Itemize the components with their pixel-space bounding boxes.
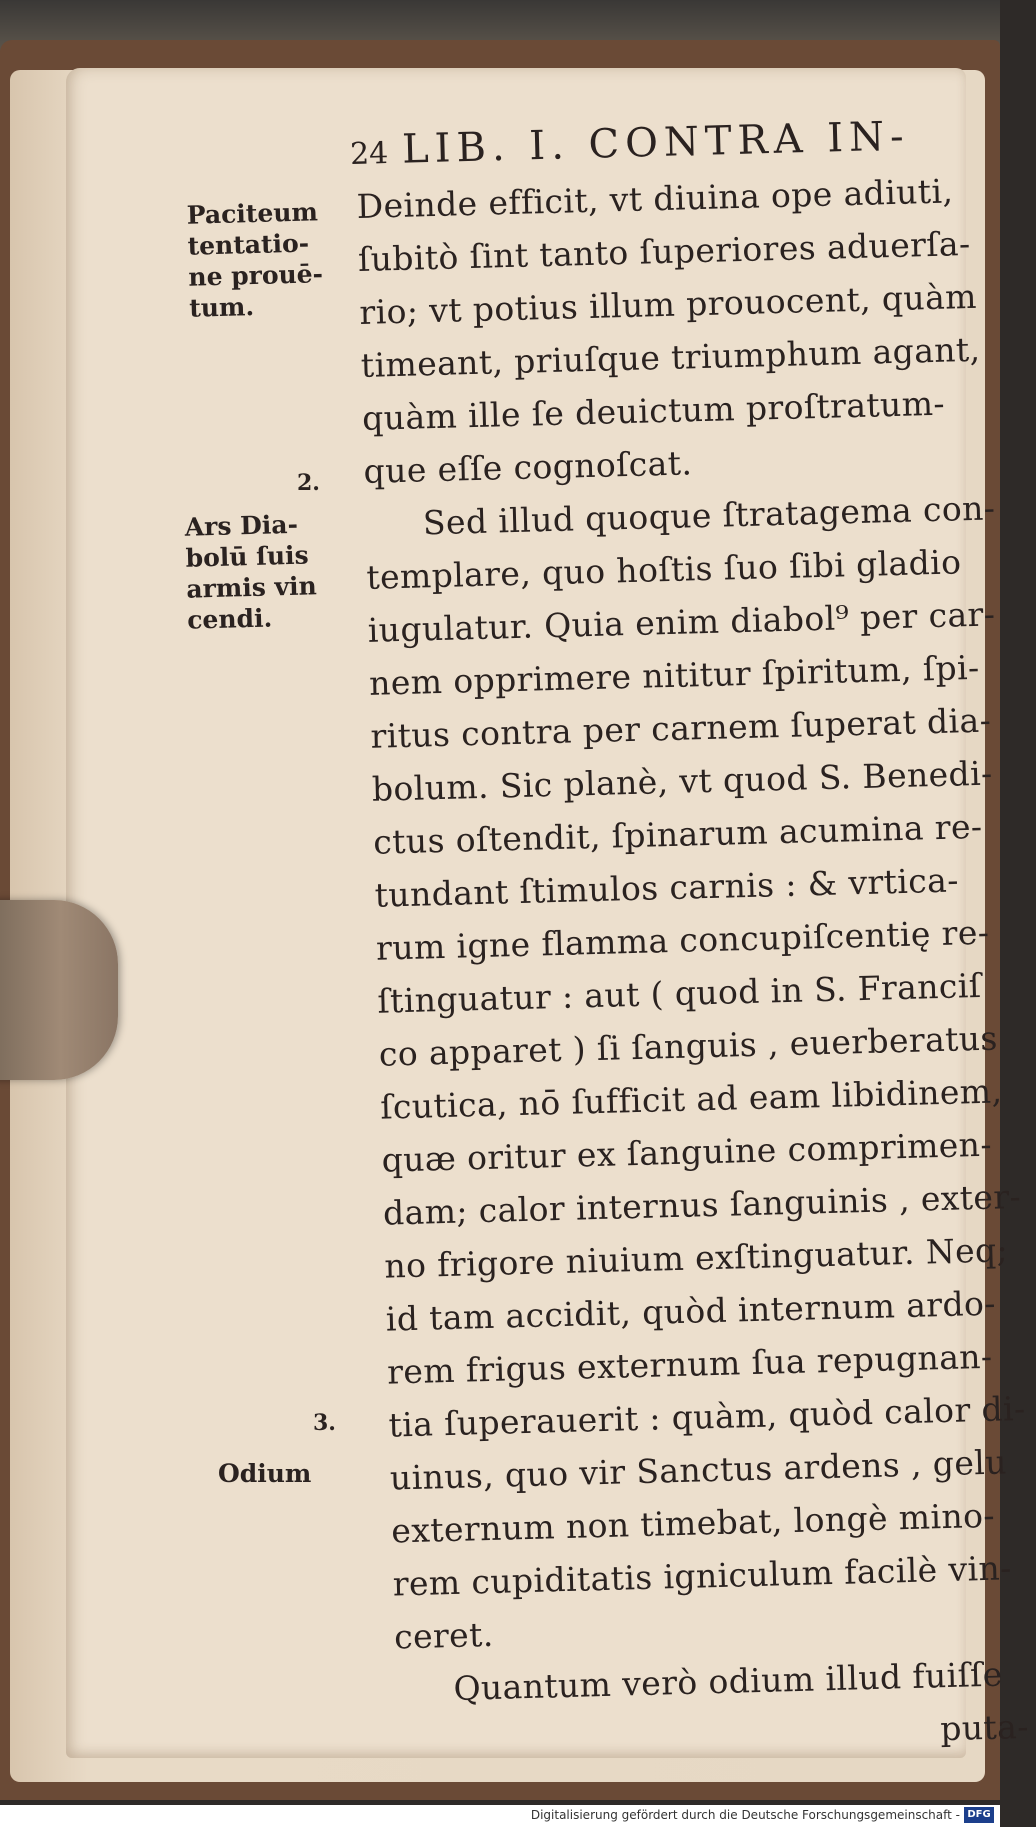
text-line: bolum. Sic planè, vt quod S. Benedi-: [371, 753, 994, 809]
text-line: ſcutica, nō ſufficit ad eam libidinem,: [379, 1071, 1003, 1127]
marginal-note-3: [218, 1458, 311, 1489]
main-text-block: [356, 163, 1029, 1769]
text-line: dam; calor internus ſanguinis , exter-: [382, 1176, 1022, 1233]
text-line: rem frigus externum ſua repugnan-: [386, 1336, 993, 1392]
text-line: quæ oritur ex ſanguine comprimen-: [381, 1124, 993, 1180]
text-line: id tam accidit, quòd internum ardo-: [385, 1283, 997, 1339]
text-line: Quantum verò odium illud fuiſſe: [453, 1654, 1004, 1708]
section-number-3: 3.: [313, 1410, 336, 1436]
text-line: templare, quo hoſtis ſuo ſibi gladio: [365, 542, 962, 597]
page-number: 24: [349, 136, 389, 172]
catchword: puta-: [939, 1706, 1030, 1749]
text-line: quàm ille ſe deuictum proſtratum-: [361, 383, 946, 438]
thumb-holding-page: [0, 900, 118, 1080]
digitization-credit: Digitalisierung gefördert durch die Deutsche Forschungsgemeinschaft -: [530, 1808, 960, 1822]
text-line: Sed illud quoque ſtratagema con-: [422, 488, 996, 543]
marginal-line: Odium: [218, 1459, 312, 1488]
marginal-line: tum.: [188, 292, 255, 323]
marginal-line: armis vin: [186, 571, 318, 604]
text-line: rum igne flamma concupiſcentię re-: [375, 912, 990, 968]
text-line: tia ſuperauerit : quàm, quòd calor di-: [388, 1388, 1026, 1445]
text-line: co apparet ) ſi ſanguis , euerberatus: [378, 1018, 999, 1074]
text-line: externum non timebat, longè mino-: [390, 1495, 996, 1551]
text-line: uinus, quo vir Sanctus ardens , gelu: [389, 1442, 1008, 1498]
marginal-note-1: [186, 196, 324, 323]
marginal-note-2: [184, 508, 318, 635]
marginal-line: cendi.: [186, 603, 273, 635]
text-line: Deinde efficit, vt diuina ope adiuti,: [356, 171, 954, 226]
text-line: ſubitò ſint tanto ſuperiores aduerſa-: [357, 223, 971, 279]
text-line: ceret.: [393, 1614, 495, 1657]
text-line: tundant ſtimulos carnis : & vrtica-: [374, 860, 960, 915]
text-line: rem cupiditatis igniculum facilè vin-: [392, 1548, 1013, 1604]
dfg-logo: DFG: [964, 1807, 994, 1823]
text-line: timeant, priuſque triumphum agant,: [360, 329, 981, 385]
marginal-line: tentatio-: [187, 228, 310, 261]
marginal-line: bolū ſuis: [185, 540, 310, 573]
text-line: ritus contra per carnem ſuperat dia-: [370, 700, 992, 756]
text-line: que eſſe cognoſcat.: [363, 443, 693, 491]
text-line: nem opprimere nititur ſpiritum, ſpi-: [368, 647, 980, 703]
text-line: ſtinguatur : aut ( quod in S. Franciſ: [376, 965, 982, 1021]
running-title: LIB. I. CONTRA IN-: [401, 113, 911, 173]
marginal-line: ne prouē-: [188, 259, 324, 292]
marginal-line: Paciteum: [186, 197, 319, 230]
section-number-2: 2.: [297, 470, 320, 496]
text-line: iugulatur. Quia enim diabol⁹ per car-: [367, 594, 996, 650]
text-line: rio; vt potius illum prouocent, quàm: [358, 276, 978, 332]
text-line: no frigore niuium exſtinguatur. Neq;: [383, 1230, 1009, 1286]
marginal-line: Ars Dia-: [184, 509, 299, 542]
text-line: ctus oſtendit, ſpinarum acumina re-: [372, 806, 983, 862]
